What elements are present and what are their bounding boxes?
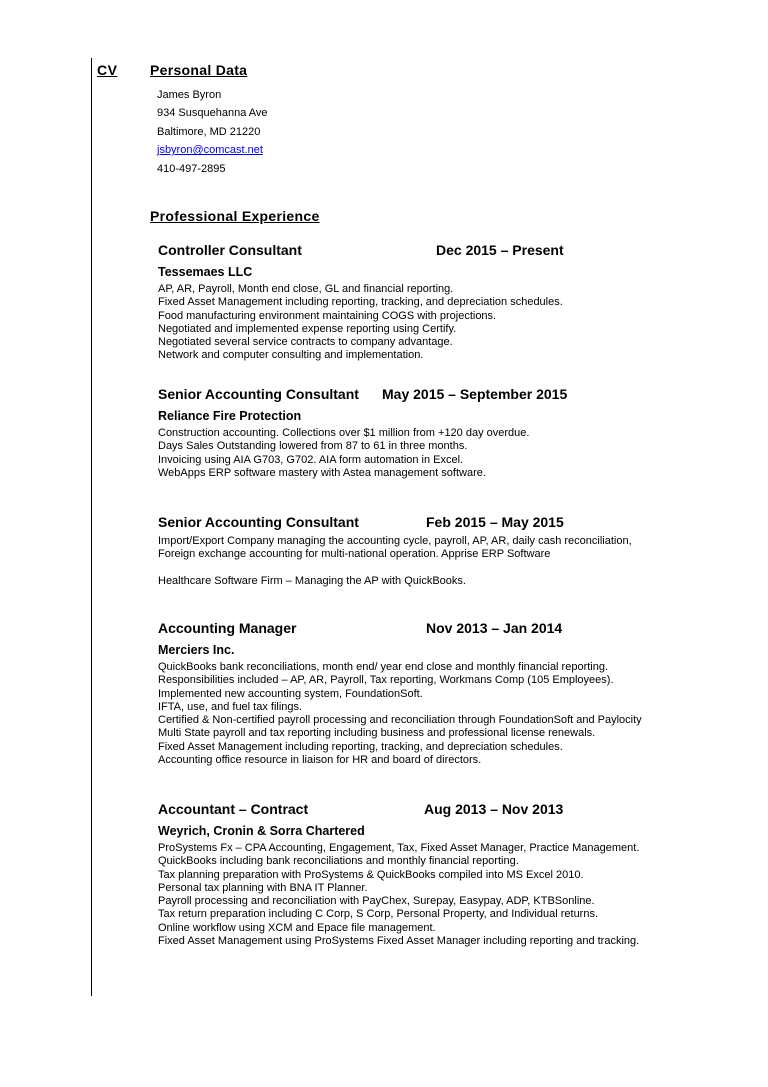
professional-experience-heading: Professional Experience	[150, 208, 320, 224]
duty-line: Construction accounting. Collections over $1 million from +120 day overdue.	[158, 427, 530, 439]
phone-number: 410-497-2895	[157, 162, 226, 175]
duty-line: Payroll processing and reconciliation with PayChex, Surepay, Easypay, ADP, KTBSonline.	[158, 895, 595, 908]
duty-line: Healthcare Software Firm – Managing the AP with QuickBooks.	[158, 574, 466, 587]
job-dates: Aug 2013 – Nov 2013	[424, 801, 564, 817]
duty-line: AP, AR, Payroll, Month end close, GL and financial reporting.	[158, 283, 454, 295]
job-title: Senior Accounting Consultant	[158, 386, 359, 402]
duty-line: Negotiated several service contracts to company advantage.	[158, 336, 453, 349]
duty-line: Fixed Asset Management including reporting, tracking, and depreciation schedules.	[158, 740, 563, 753]
job-dates: Feb 2015 – May 2015	[426, 514, 564, 530]
duty-line: Accounting office resource in liaison for HR and board of directors.	[158, 754, 482, 767]
city-state-zip: Baltimore, MD 21220	[157, 125, 261, 138]
job-entry	[158, 620, 698, 767]
duty-line: QuickBooks bank reconciliations, month end/ year end close and monthly financial reporting.	[158, 661, 609, 673]
personal-data-heading: Personal Data	[150, 62, 248, 78]
duty-line: ProSystems Fx – CPA Accounting, Engagement, Tax, Fixed Asset Manager, Practice Management.	[158, 842, 640, 854]
duty-line: Fixed Asset Management using ProSystems Fixed Asset Manager including reporting and tracking.	[158, 935, 640, 948]
job-title: Accounting Manager	[158, 620, 297, 636]
company-name: Merciers Inc.	[158, 643, 235, 657]
duty-line: Online workflow using XCM and Epace file management.	[158, 921, 436, 934]
street-address: 934 Susquehanna Ave	[157, 107, 268, 120]
cv-label: CV	[97, 62, 118, 78]
duty-line: Fixed Asset Management including reporting, tracking, and depreciation schedules.	[158, 296, 563, 309]
job-title: Senior Accounting Consultant	[158, 514, 359, 530]
job-dates: Nov 2013 – Jan 2014	[426, 620, 563, 636]
personal-data-block	[157, 86, 268, 178]
company-name: Tessemaes LLC	[158, 265, 253, 279]
duty-line: IFTA, use, and fuel tax filings.	[158, 700, 303, 713]
job-entry	[158, 801, 698, 948]
duty-line: Invoicing using AIA G703, G702. AIA form automation in Excel.	[158, 453, 464, 466]
email-link[interactable]: jsbyron@comcast.net	[157, 144, 263, 157]
duty-line: Network and computer consulting and implementation.	[158, 349, 424, 362]
job-dates: Dec 2015 – Present	[436, 242, 564, 258]
duty-line: Negotiated and implemented expense reporting using Certify.	[158, 322, 457, 335]
duty-line: Responsibilities included – AP, AR, Payroll, Tax reporting, Workmans Comp (105 Employees).	[158, 674, 614, 687]
duty-line: Personal tax planning with BNA IT Planner.	[158, 881, 368, 894]
duty-line: QuickBooks including bank reconciliations and monthly financial reporting.	[158, 855, 519, 868]
job-entry	[158, 242, 698, 363]
duty-line: Tax return preparation including C Corp, S Corp, Personal Property, and Individual returns.	[158, 908, 599, 921]
company-name: Weyrich, Cronin & Sorra Chartered	[158, 824, 365, 838]
duty-line: Foreign exchange accounting for multi-national operation. Apprise ERP Software	[158, 548, 551, 561]
duty-line: Tax planning preparation with ProSystems & QuickBooks compiled into MS Excel 2010.	[158, 868, 584, 881]
duty-line: Days Sales Outstanding lowered from 87 to 61 in three months.	[158, 440, 468, 453]
job-title: Controller Consultant	[158, 242, 302, 258]
job-dates: May 2015 – September 2015	[382, 386, 568, 402]
left-rule	[91, 58, 92, 996]
duty-line: Implemented new accounting system, FoundationSoft.	[158, 687, 423, 700]
duty-line: Certified & Non-certified payroll processing and reconciliation through FoundationSoft and Paylocity	[158, 714, 642, 727]
company-name: Reliance Fire Protection	[158, 409, 302, 423]
person-name: James Byron	[157, 89, 222, 101]
job-entry	[158, 514, 698, 588]
duty-line: Multi State payroll and tax reporting including business and professional license renewals.	[158, 727, 596, 740]
job-entry	[158, 386, 698, 480]
duty-line: Food manufacturing environment maintaining COGS with projections.	[158, 309, 497, 322]
duty-line: Import/Export Company managing the accounting cycle, payroll, AP, AR, daily cash reconciliation,	[158, 535, 632, 547]
job-title: Accountant – Contract	[158, 801, 309, 817]
duty-line: WebApps ERP software mastery with Astea management software.	[158, 466, 486, 479]
